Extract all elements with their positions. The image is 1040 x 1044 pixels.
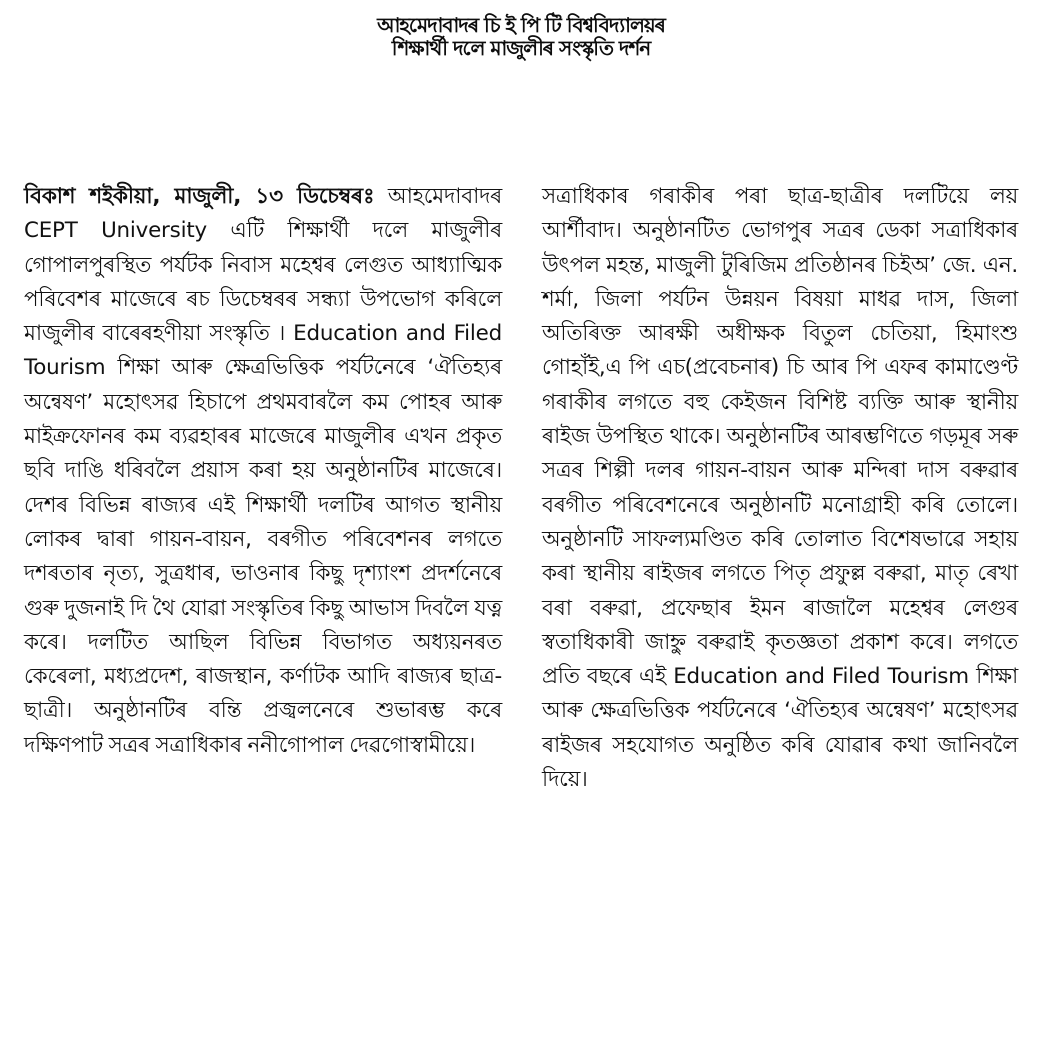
headline-line-1: আহমেদাবাদৰ চি ই পি টি বিশ্ববিদ্যালয়ৰ (377, 13, 665, 37)
article-columns (24, 180, 1018, 797)
headline-line-2: শিক্ষাৰ্থী দলে মাজুলীৰ সংস্কৃতি দৰ্শন (391, 35, 651, 60)
column-1-body: আহমেদাবাদৰ CEPT University এটি শিক্ষাৰ্থী দলে মাজুলীৰ গোপালপুৰস্থিত পৰ্যটক নিবাস মহেশ্বৰ লেগুত আধ্যাত্মিক পৰিবেশৰ মাজেৰে ৰচ ডিচেম্বৰৰ সন্ধ্যা উপভোগ কৰিলে মাজুলীৰ বাৰেৰহণীয়া সংস্কৃতি । Education and Filed Tourism শিক্ষা আৰু ক্ষেত্ৰভিত্তিক পৰ্যটনেৰে ‘ঐতিহ্যৰ অন্বেষণ’ মহোৎসৱ হিচাপে প্ৰথমবাৰলৈ কম পোহৰ আৰু মাইক্ৰফোনৰ কম ব্যৱহাৰৰ মাজেৰে মাজুলীৰ এখন প্ৰকৃত ছবি দাঙি ধৰিবলৈ প্ৰয়াস কৰা হয় অনুষ্ঠানটিৰ মাজেৰে। দেশৰ বিভিন্ন ৰাজ্যৰ এই শিক্ষাৰ্থী দলটিৰ আগত স্থানীয় লোকৰ দ্বাৰা গায়ন-বায়ন, বৰগীত পৰিবেশনৰ লগতে দশৰতাৰ নৃত্য, সুত্ৰধাৰ, ভাওনাৰ কিছু দৃশ্যাংশ প্ৰদৰ্শনেৰে গুৰু দুজনাই দি থৈ যোৱা সংস্কৃতিৰ কিছু আভাস দিবলৈ যত্ন কৰে। দলটিত আছিল বিভিন্ন বিভাগত অধ্যয়নৰত কেৰেলা, মধ্যপ্ৰদেশ, ৰাজস্থান, কৰ্ণাটক আদি ৰাজ্যৰ ছাত্ৰ-ছাত্ৰী। অনুষ্ঠানটিৰ বন্তি প্ৰজ্বলনেৰে শুভাৰম্ভ কৰে দক্ষিণপাট সত্ৰৰ সত্ৰাধিকাৰ ননীগোপাল দেৱগোস্বামীয়ে। (24, 184, 502, 758)
column-gutter (519, 180, 520, 1010)
article-column-1 (24, 180, 502, 797)
byline: বিকাশ শইকীয়া, মাজুলী, ১৩ ডিচেম্বৰঃ (24, 184, 375, 209)
column-2-body: সত্ৰাধিকাৰ গৰাকীৰ পৰা ছাত্ৰ-ছাত্ৰীৰ দলটিয়ে লয় আৰ্শীবাদ। অনুষ্ঠানটিত ভোগপুৰ সত্ৰৰ ডেকা সত্ৰাধিকাৰ উৎপল মহন্ত, মাজুলী টুৰিজিম প্ৰতিষ্ঠানৰ চিইঅ’ জে. এন. শৰ্মা, জিলা পৰ্যটন উন্নয়ন বিষয়া মাধৱ দাস, জিলা অতিৰিক্ত আৰক্ষী অধীক্ষক বিতুল চেতিয়া, হিমাংশু গোহাঁই,এ পি এচ(প্ৰবেচনাৰ) চি আৰ পি এফৰ কামাণ্ডেণ্ট গৰাকীৰ লগতে বহু কেইজন বিশিষ্ট ব্যক্তি আৰু স্থানীয় ৰাইজ উপস্থিত থাকে। অনুষ্ঠানটিৰ আৰম্ভণিতে গড়মূৰ সৰু সত্ৰৰ শিল্পী দলৰ গায়ন-বায়ন আৰু মন্দিৰা দাস বৰুৱাৰ বৰগীত পৰিবেশনেৰে অনুষ্ঠানটি মনোগ্ৰাহী কৰি তোলে। অনুষ্ঠানটি সাফল্যমণ্ডিত কৰি তোলাত বিশেষভাৱে সহায় কৰা স্থানীয় ৰাইজৰ লগতে পিতৃ প্ৰফুল্ল বৰুৱা, মাতৃ ৰেখা বৰা বৰুৱা, প্ৰফেছাৰ ইমন ৰাজালৈ মহেশ্বৰ লেগুৰ স্বতাধিকাৰী জাহ্নু বৰুৱাই কৃতজ্ঞতা প্ৰকাশ কৰে। লগতে প্ৰতি বছৰে এই Education and Filed Tourism শিক্ষা আৰু ক্ষেত্ৰভিত্তিক পৰ্যটনেৰে ‘ঐতিহ্যৰ অন্বেষণ’ মহোৎসৱ ৰাইজৰ সহযোগত অনুষ্ঠিত কৰি যোৱাৰ কথা জানিবলৈ দিয়ে। (542, 184, 1018, 793)
article-column-2 (542, 180, 1018, 797)
headline (24, 14, 1018, 60)
